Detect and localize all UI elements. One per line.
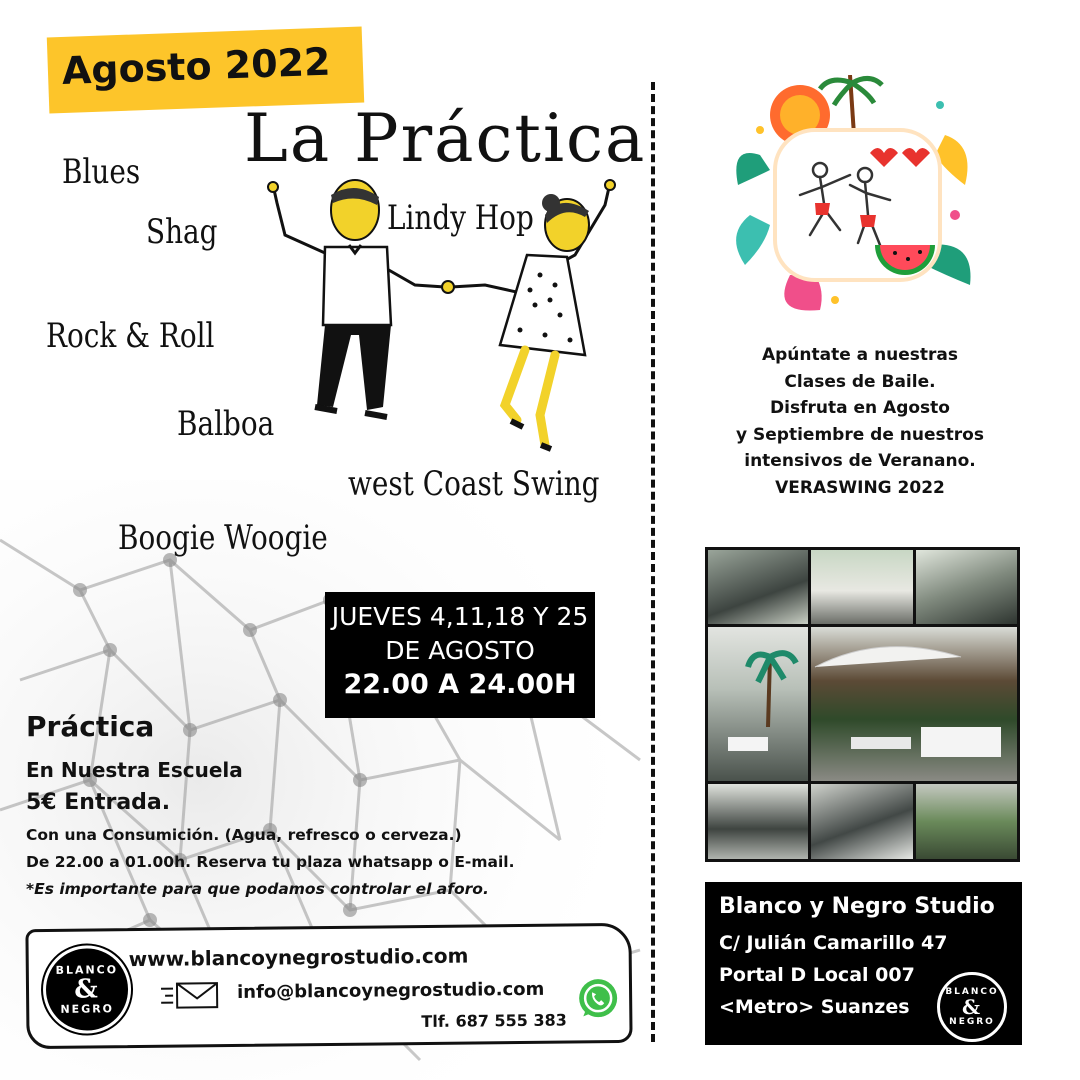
studio-address-box	[705, 882, 1022, 1045]
gallery-photo	[811, 784, 913, 859]
dance-shag: Shag	[146, 212, 218, 252]
promo-line: Disfruta en Agosto	[770, 398, 950, 418]
schedule-hours: 22.00 A 24.00H	[343, 669, 577, 700]
studio-address-street: C/ Julián Camarillo 47	[719, 932, 948, 954]
logo-ampersand-icon: &	[74, 974, 100, 1005]
promo-line: Clases de Baile.	[784, 371, 936, 392]
gallery-photo	[916, 550, 1017, 624]
envelope-icon	[159, 980, 221, 1011]
logo-ampersand-icon: &	[961, 995, 983, 1019]
dance-blues: Blues	[62, 152, 141, 192]
summer-dance-illustration	[730, 75, 980, 320]
month-label: Agosto 2022	[61, 39, 332, 93]
logo-bottom-text: NEGRO	[949, 1017, 995, 1027]
schedule-month: DE AGOSTO	[385, 636, 535, 665]
schedule-days: JUEVES 4,11,18 Y 25	[331, 602, 589, 631]
studio-address-metro: <Metro> Suanzes	[719, 996, 910, 1018]
gallery-photo	[708, 784, 808, 859]
info-hours: De 22.00 a 01.00h. Reserva tu plaza whatsapp o E-mail.	[26, 853, 515, 871]
dance-balboa: Balboa	[177, 404, 275, 444]
phone-number[interactable]: Tlf. 687 555 383	[421, 1010, 567, 1032]
email-link[interactable]: info@blancoynegrostudio.com	[236, 978, 545, 1003]
logo-top-text: BLANCO	[945, 987, 999, 997]
gallery-photo	[811, 550, 913, 624]
whatsapp-icon[interactable]	[575, 976, 621, 1022]
dance-boogie-woogie: Boogie Woogie	[118, 518, 328, 558]
studio-name: Blanco y Negro Studio	[719, 894, 995, 919]
photo-gallery	[705, 547, 1020, 862]
info-location: En Nuestra Escuela	[26, 758, 243, 782]
promo-text	[700, 342, 1020, 501]
dance-west-coast-swing: west Coast Swing	[348, 464, 600, 504]
studio-logo-small	[937, 972, 1007, 1042]
page-title: La Práctica	[244, 100, 647, 177]
dashed-divider	[651, 82, 655, 1042]
promo-line: y Septiembre de nuestros	[736, 424, 984, 445]
info-heading: Práctica	[26, 710, 155, 743]
gallery-photo	[708, 550, 808, 624]
gallery-photo	[916, 784, 1017, 859]
info-consumption: Con una Consumición. (Agua, refresco o cerveza.)	[26, 826, 462, 844]
studio-address-portal: Portal D Local 007	[719, 964, 915, 986]
gallery-photo	[811, 627, 1017, 781]
promo-line: intensivos de Veranano.	[744, 451, 976, 471]
dancing-couple-illustration	[255, 175, 625, 465]
palm-tree-icon	[708, 627, 808, 781]
logo-top-text: BLANCO	[55, 963, 119, 977]
info-price: 5€ Entrada.	[26, 790, 171, 815]
schedule-box	[325, 592, 595, 718]
studio-logo	[43, 945, 132, 1034]
promo-line: VERASWING 2022	[775, 477, 945, 498]
dance-rock-and-roll: Rock & Roll	[46, 316, 215, 356]
info-note: *Es importante para que podamos controlar el aforo.	[26, 880, 489, 898]
promo-line: Apúntate a nuestras	[761, 345, 959, 365]
logo-bottom-text: NEGRO	[60, 1002, 115, 1016]
contact-card	[25, 923, 632, 1049]
gallery-photo	[708, 627, 808, 781]
website-link[interactable]: www.blancoynegrostudio.com	[128, 943, 469, 972]
dance-lindy-hop: Lindy Hop	[387, 198, 534, 238]
